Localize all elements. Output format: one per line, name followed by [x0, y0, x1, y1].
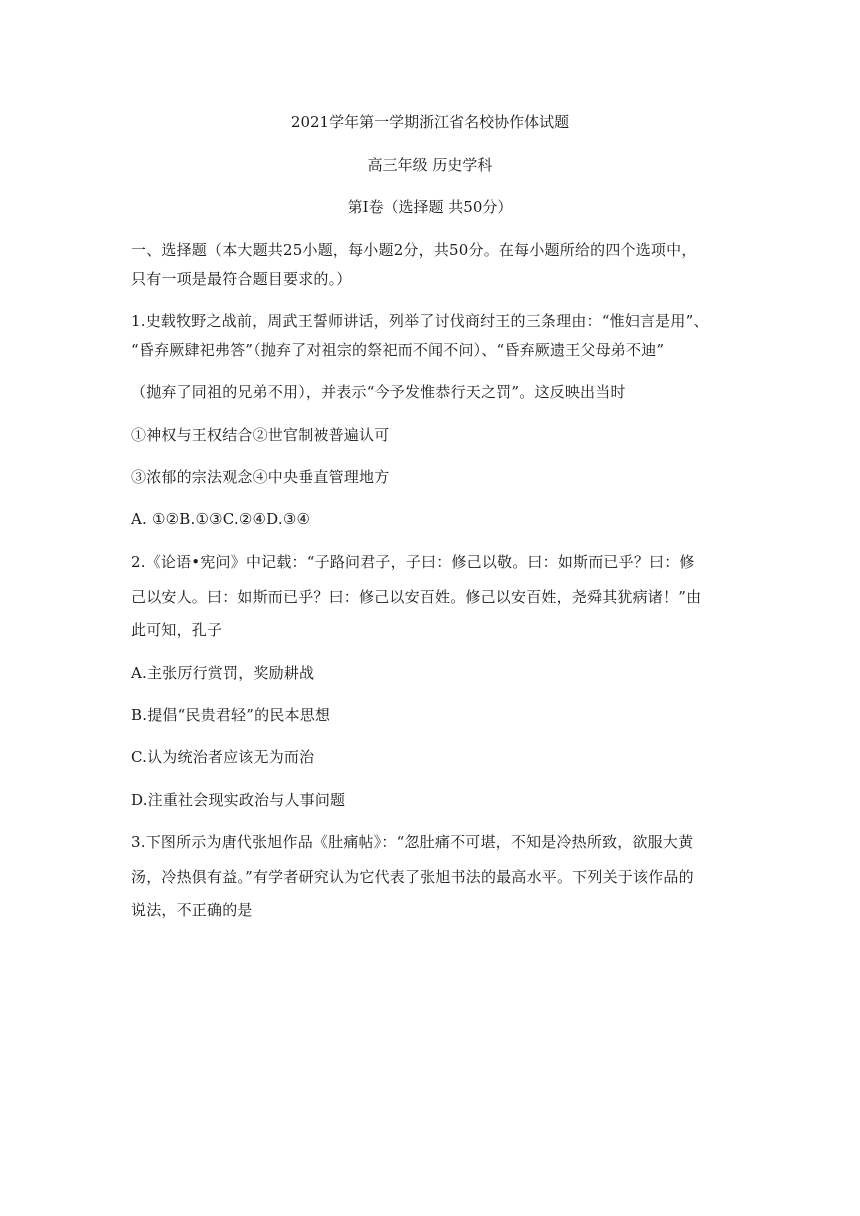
question-3-line-2: 汤，冷热俱有益。”有学者研究认为它代表了张旭书法的最高水平。下列关于该作品的	[131, 868, 694, 886]
section-instruction-line-1: 一、选择题（本大题共25小题，每小题2分，共50分。在每小题所给的四个选项中，	[131, 241, 697, 259]
question-2-option-c: C.认为统治者应该无为而治	[131, 748, 315, 766]
exam-title: 2021学年第一学期浙江省名校协作体试题	[290, 113, 570, 131]
question-2-option-b: B.提倡“民贵君轻”的民本思想	[131, 706, 331, 724]
question-2-line-2: 己以安人。曰：如斯而已乎？曰：修己以安百姓。修己以安百姓，尧舜其犹病诸！”由	[131, 588, 702, 606]
exam-subtitle: 高三年级 历史学科	[367, 156, 493, 174]
section-instruction-line-2: 只有一项是最符合题目要求的。）	[131, 270, 352, 288]
question-1-line-3: （抛弃了同祖的兄弟不用），并表示“今予发惟恭行天之罚”。这反映出当时	[131, 383, 626, 401]
question-1-statements-2: ③浓郁的宗法观念④中央垂直管理地方	[131, 468, 390, 486]
question-2-option-a: A.主张厉行赏罚，奖励耕战	[131, 664, 315, 682]
question-2-line-1: 2.《论语•宪问》中记载：“子路问君子，子曰：修己以敬。曰：如斯而已乎？曰：修	[131, 553, 695, 571]
volume-heading: 第Ⅰ卷（选择题 共50分）	[347, 198, 513, 216]
question-1-line-1: 1.史载牧野之战前，周武王誓师讲话，列举了讨伐商纣王的三条理由：“惟妇言是用”、	[131, 312, 709, 330]
question-3-line-1: 3.下图所示为唐代张旭作品《肚痛帖》：“忽肚痛不可堪，不知是冷热所致，欲服大黄	[131, 833, 694, 851]
question-3-line-3: 说法，不正确的是	[131, 901, 253, 919]
question-1-statements-1: ①神权与王权结合②世官制被普遍认可	[131, 426, 390, 444]
question-2-option-d: D.注重社会现实政治与人事问题	[131, 791, 346, 809]
question-1-choices: A. ①②B.①③C.②④D.③④	[131, 510, 311, 528]
question-2-line-3: 此可知，孔子	[131, 621, 223, 639]
question-1-line-2: “昏弃厥肆祀弗答”（抛弃了对祖宗的祭祀而不闻不问）、“昏弃厥遗王父母弟不迪”	[131, 341, 665, 359]
